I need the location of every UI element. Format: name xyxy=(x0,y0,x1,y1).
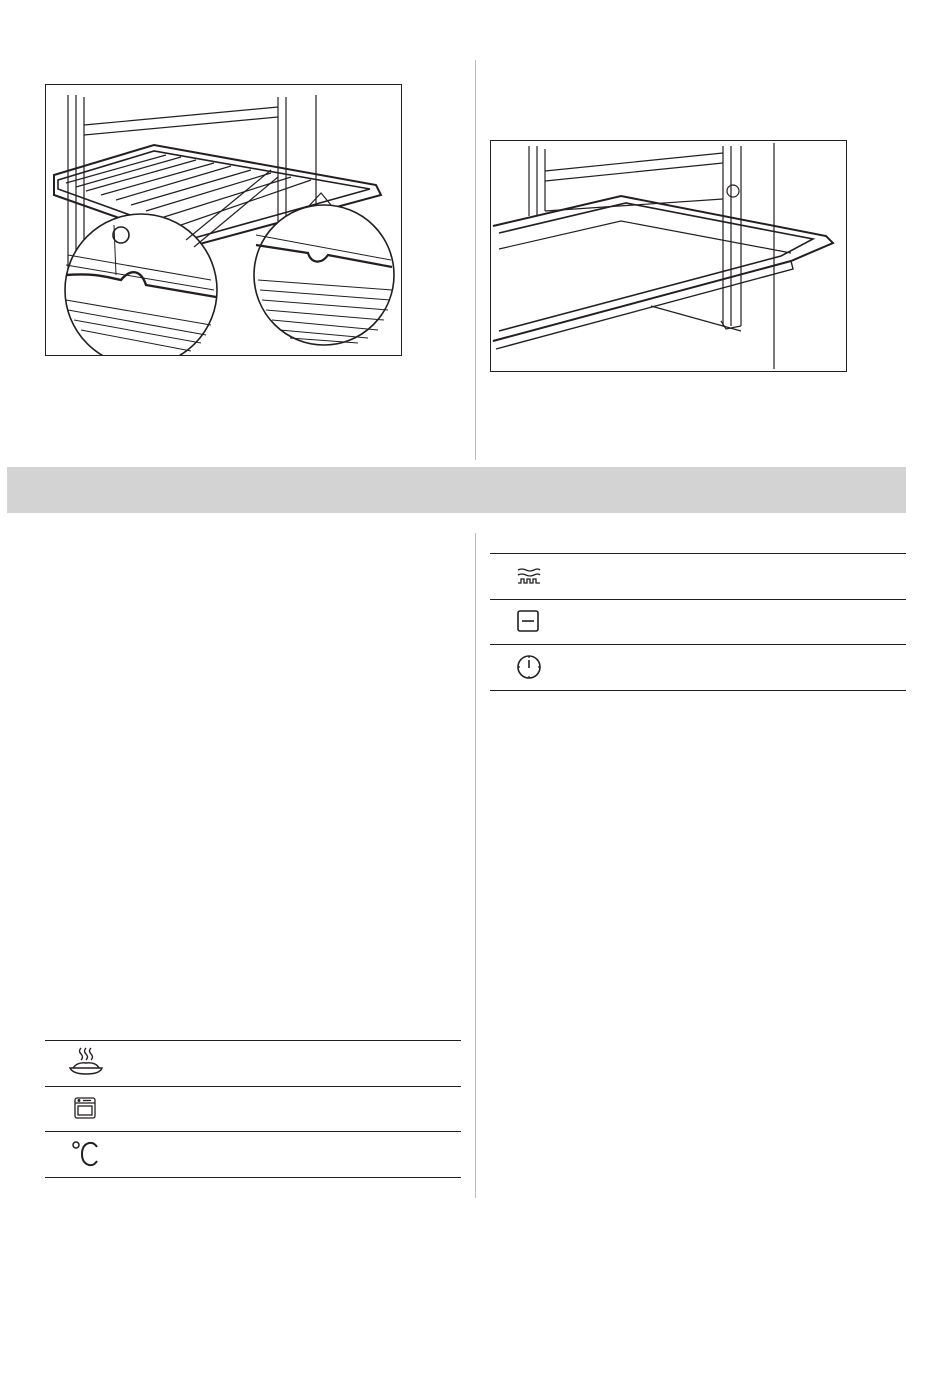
wire-shelf-illustration xyxy=(45,84,402,356)
celsius-icon xyxy=(71,1139,101,1174)
minus-box-icon xyxy=(516,609,540,638)
clock-icon xyxy=(516,654,542,685)
column-divider-top xyxy=(475,60,476,460)
symbols-table-left xyxy=(45,1040,461,1178)
column-divider-bottom xyxy=(475,533,476,1198)
table-row xyxy=(490,599,906,645)
symbols-table-right xyxy=(490,553,906,691)
table-row xyxy=(45,1086,461,1132)
table-row xyxy=(45,1040,461,1087)
table-row xyxy=(45,1131,461,1178)
keep-warm-icon xyxy=(69,1046,103,1083)
wire-shelf-drawing xyxy=(46,85,401,355)
deep-pan-illustration xyxy=(490,140,847,372)
deep-pan-drawing xyxy=(491,141,846,371)
section-header-band xyxy=(7,467,906,513)
heat-display-icon xyxy=(516,567,542,592)
oven-function-icon xyxy=(73,1096,97,1125)
table-row xyxy=(490,644,906,691)
table-row xyxy=(490,553,906,600)
